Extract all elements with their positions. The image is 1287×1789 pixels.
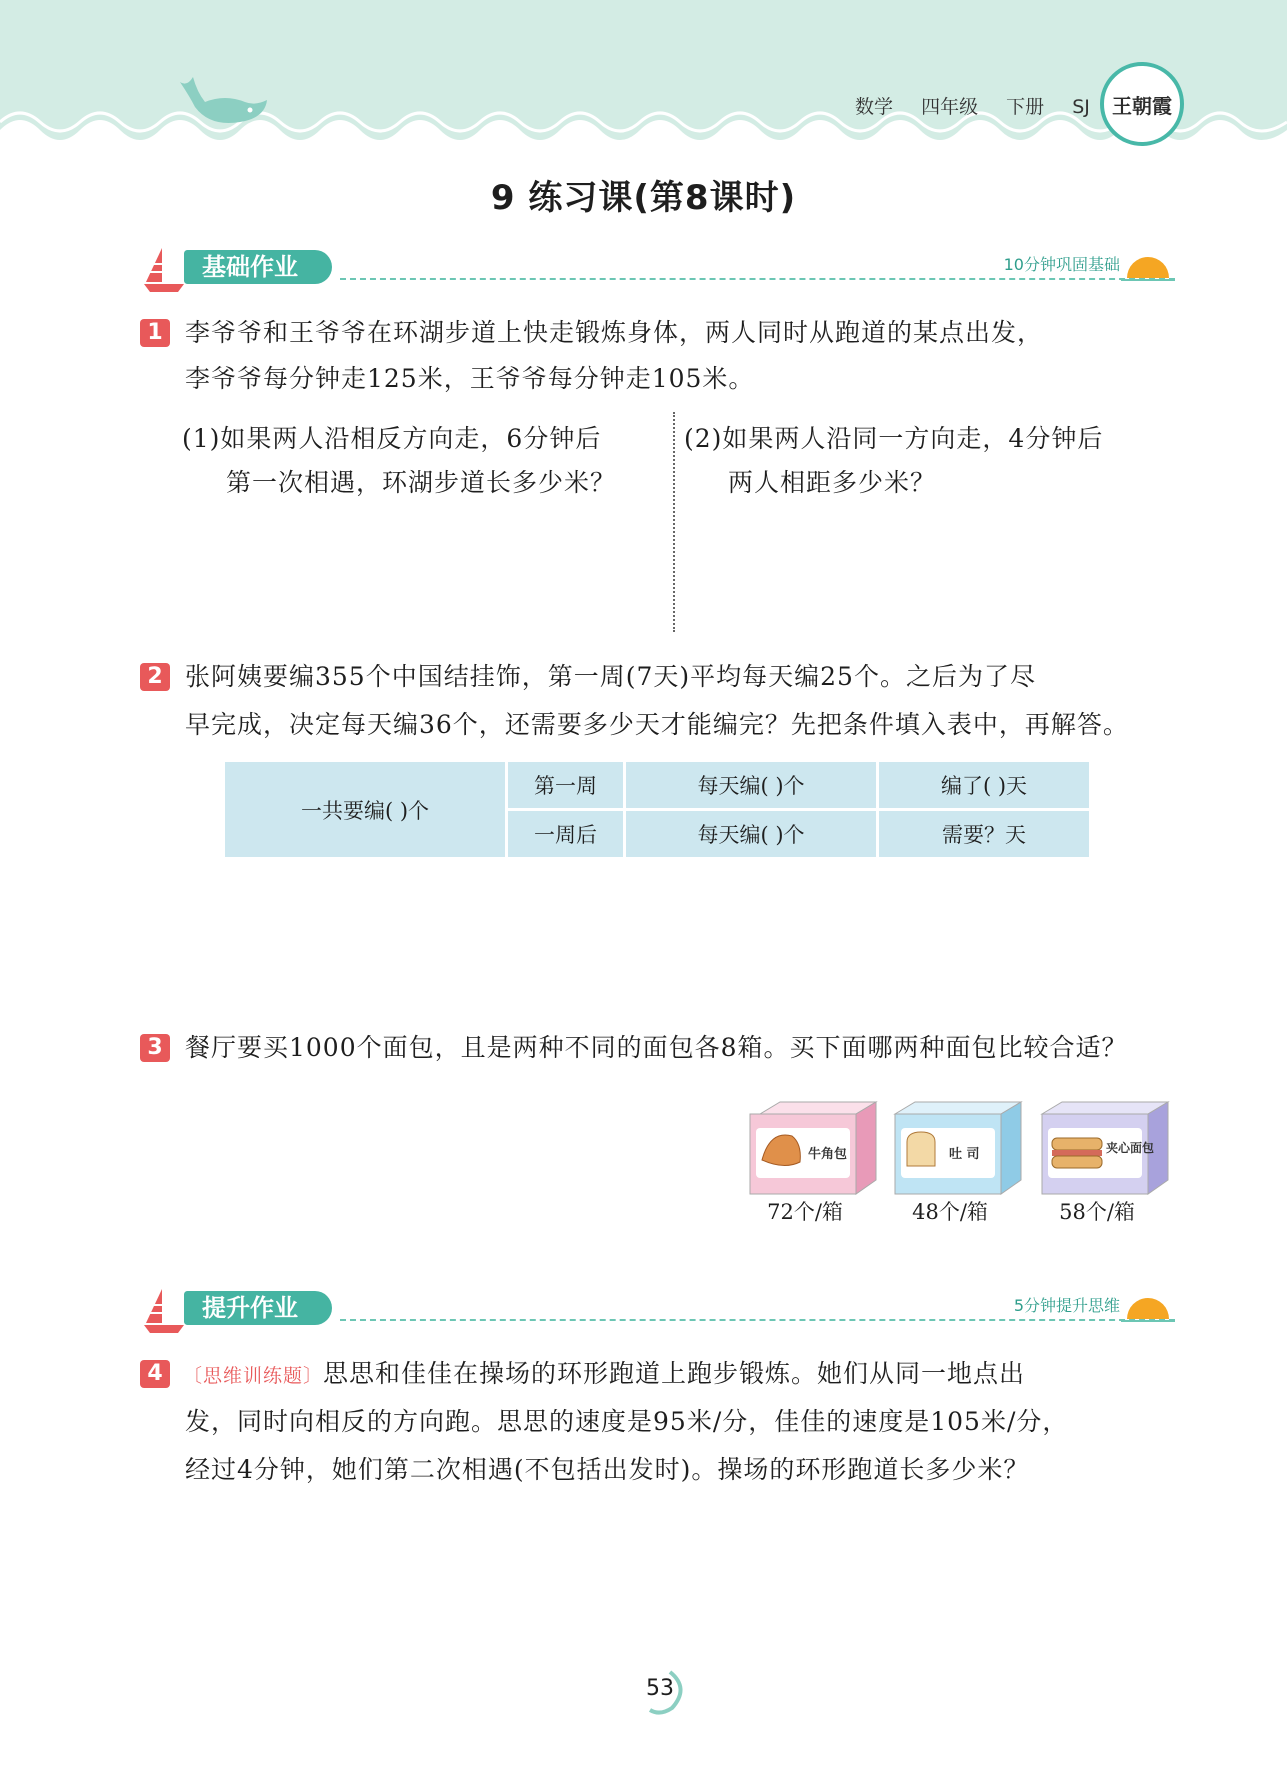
- table-cell: 第一周: [508, 762, 623, 808]
- croissant-box-icon: [748, 1100, 878, 1200]
- section-note: 5分钟提升思维: [1013, 1296, 1120, 1315]
- q1-sub2-line2: 两人相距多少米？: [728, 468, 937, 497]
- whale-icon: [175, 72, 275, 132]
- sun-icon: [1121, 244, 1175, 284]
- toast-box-icon: [893, 1100, 1023, 1200]
- q4-line1: [183, 1351, 1025, 1399]
- bread-box-toast: [893, 1100, 1023, 1200]
- box-price-label: 72个/箱: [767, 1200, 843, 1224]
- q1-sub2-line1: (2)如果两人沿同一方向走，4分钟后: [684, 424, 1104, 453]
- sailboat-icon: [140, 244, 190, 294]
- condition-table: [222, 759, 1092, 860]
- q2-line1: 张阿姨要编355个中国结挂饰，第一周(7天)平均每天编25个。之后为了尽: [185, 662, 1036, 691]
- section-note: 10分钟巩固基础: [1003, 255, 1120, 274]
- q1-line2: 李爷爷每分钟走125米，王爷爷每分钟走105米。: [185, 364, 755, 393]
- q2-line2: 早完成，决定每天编36个，还需要多少天才能编完？先把条件填入表中，再解答。: [185, 710, 1129, 739]
- volume-label: 下册: [1006, 96, 1045, 118]
- q1-sub1-line1: (1)如果两人沿相反方向走，6分钟后: [182, 424, 602, 453]
- table-cell[interactable]: 每天编( )个: [626, 811, 876, 857]
- section-title: 基础作业: [184, 250, 332, 284]
- table-cell: 需要？天: [879, 811, 1089, 857]
- subject-label: 数学: [855, 96, 894, 118]
- box-price-label: 58个/箱: [1059, 1200, 1135, 1224]
- table-row: [225, 762, 1089, 808]
- brand-logo: [1100, 62, 1184, 146]
- section-divider: [340, 278, 1175, 280]
- table-cell: 一周后: [508, 811, 623, 857]
- table-cell[interactable]: 编了( )天: [879, 762, 1089, 808]
- q1-line1: 李爷爷和王爷爷在环湖步道上快走锻炼身体，两人同时从跑道的某点出发，: [185, 318, 1044, 347]
- q4-line2: 发，同时向相反的方向跑。思思的速度是95米/分，佳佳的速度是105米/分，: [185, 1407, 1069, 1436]
- question-number: 2: [140, 663, 170, 691]
- section-header-basic: [140, 244, 1175, 294]
- box-name: 夹心面包: [1106, 1141, 1155, 1155]
- brand-name: 王朝霞: [1112, 93, 1172, 118]
- table-cell-total[interactable]: 一共要编( )个: [225, 762, 505, 857]
- box-name: 牛角包: [808, 1147, 848, 1162]
- sandwich-box-icon: [1040, 1100, 1170, 1200]
- bread-box-croissant: [748, 1100, 878, 1200]
- header-meta: [855, 92, 1112, 119]
- q1-sub1-line2: 第一次相遇，环湖步道长多少米？: [226, 468, 617, 497]
- edition-label: SJ: [1072, 96, 1090, 118]
- q4-line3: 经过4分钟，她们第二次相遇(不包括出发时)。操场的环形跑道长多少米？: [185, 1455, 1030, 1484]
- section-title: 提升作业: [184, 1291, 332, 1325]
- q3-line1: 餐厅要买1000个面包，且是两种不同的面包各8箱。买下面哪两种面包比较合适？: [185, 1033, 1128, 1062]
- box-price-label: 48个/箱: [912, 1200, 988, 1224]
- box-name: 吐 司: [949, 1147, 980, 1162]
- question-number: 4: [140, 1360, 170, 1388]
- question-number: 3: [140, 1034, 170, 1062]
- thinking-tag: 〔思维训练题〕: [183, 1365, 324, 1387]
- sun-icon: [1121, 1285, 1175, 1325]
- q4-line1-text: 思思和佳佳在操场的环形跑道上跑步锻炼。她们从同一地点出: [323, 1359, 1026, 1388]
- table-cell[interactable]: 每天编( )个: [626, 762, 876, 808]
- bread-box-sandwich: [1040, 1100, 1170, 1200]
- column-divider: [673, 412, 675, 632]
- section-header-advanced: [140, 1285, 1175, 1335]
- question-number: 1: [140, 319, 170, 347]
- page-title: 9 练习课(第8课时): [490, 178, 797, 218]
- page-number: 53: [646, 1676, 674, 1701]
- grade-label: 四年级: [921, 96, 979, 118]
- sailboat-icon: [140, 1285, 190, 1335]
- section-divider: [340, 1319, 1175, 1321]
